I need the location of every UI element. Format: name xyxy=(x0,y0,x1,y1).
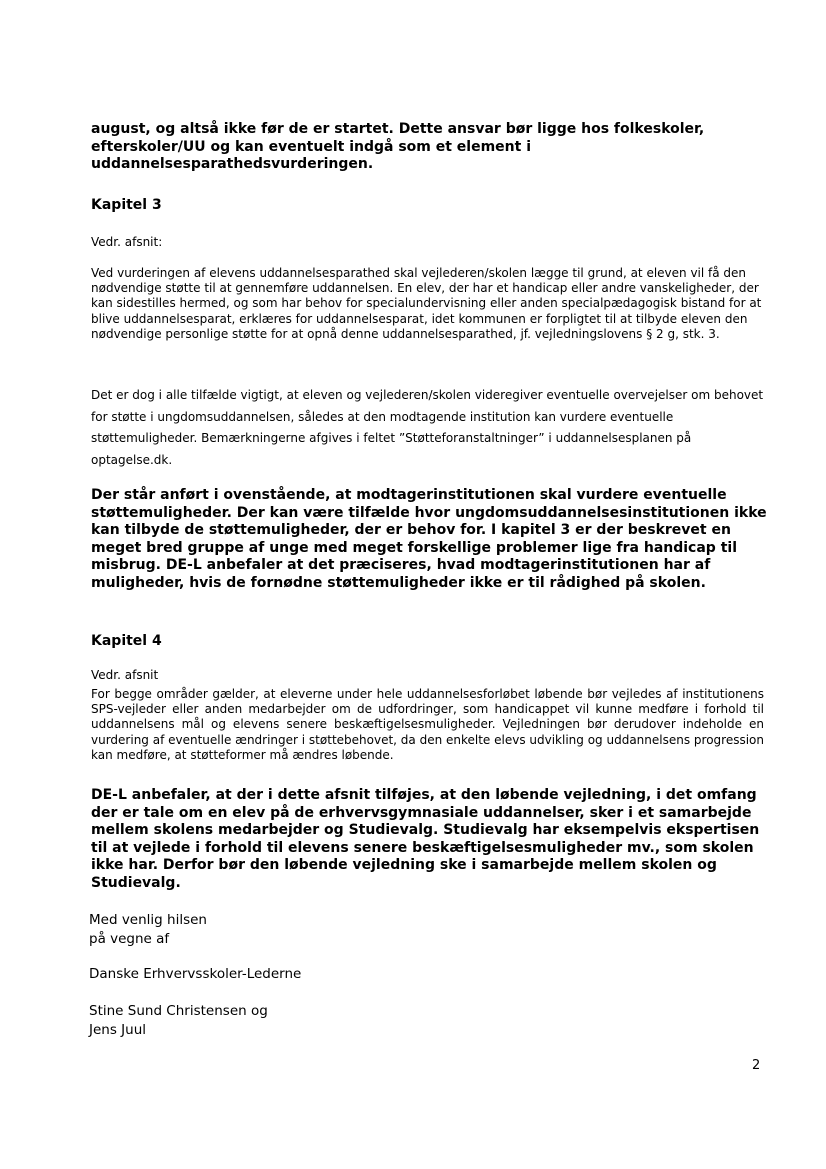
chapter-4-heading: Kapitel 4 xyxy=(91,633,162,649)
chapter-3-quote-2: Det er dog i alle tilfælde vigtigt, at eleven og vejlederen/skolen videregiver eventuelle overvejelser om behovet for støtte i ungdomsuddannelsen, således at den modtagende institution kan vurdere eventuelle støttemuligheder. Bemærkningerne afgives i feltet ”Støtteforanstaltninger” i uddannelsesplanen på optagelse.dk. xyxy=(91,388,764,467)
chapter-3-section-ref: Vedr. afsnit: xyxy=(91,235,163,249)
chapter-4-quote: For begge områder gælder, at eleverne under hele uddannelsesforløbet løbende bør vejledes af institutionens SPS-vejleder eller anden medarbejder om de udfordringer, som handicappet vil kunne medføre i forhold til uddannelsens mål og elevens senere beskæftigelsesmuligheder. Vejledningen bør derudover indeholde en vurdering af eventuelle ændringer i støttebehovet, da den enkelte elevs udvikling og uddannelsens progression kan medføre, at støtteformer må ændres løbende. xyxy=(91,687,764,762)
page-number: 2 xyxy=(752,1058,761,1073)
chapter-4-comment: DE-L anbefaler, at der i dette afsnit tilføjes, at den løbende vejledning, i det omfang der er tale om en elev på de erhvervsgymnasiale uddannelser, sker i et samarbejde mellem skolens medarbejder og Studievalg. Studievalg har eksempelvis ekspertisen til at vejlede i forhold til elevens senere beskæftigelsesmuligheder mv., som skolen ikke har. Derfor bør den løbende vejledning ske i samarbejde mellem skolen og Studievalg. xyxy=(91,787,760,891)
chapter-4-section-ref: Vedr. afsnit xyxy=(91,668,159,682)
closing-on-behalf: på vegne af xyxy=(89,931,170,947)
closing-greeting: Med venlig hilsen xyxy=(89,912,207,928)
closing-signer-2: Jens Juul xyxy=(89,1022,147,1038)
chapter-3-heading: Kapitel 3 xyxy=(91,197,162,213)
intro-paragraph: august, og altså ikke før de er startet. Dette ansvar bør ligge hos folkeskoler, efterskoler/UU og kan eventuelt indgå som et element i uddannelsesparathedsvurderingen. xyxy=(91,121,705,172)
closing-signer-1: Stine Sund Christensen og xyxy=(89,1003,268,1019)
chapter-3-comment: Der står anført i ovenstående, at modtagerinstitutionen skal vurdere eventuelle støttemuligheder. Der kan være tilfælde hvor ungdomsuddannelsesinstitutionen ikke kan tilbyde de støttemuligheder, der er behov for. I kapitel 3 er der beskrevet en meget bred gruppe af unge med meget forskellige problemer lige fra handicap til misbrug. DE-L anbefaler at det præciseres, hvad modtagerinstitutionen har af muligheder, hvis de fornødne støttemuligheder ikke er til rådighed på skolen. xyxy=(91,487,767,591)
closing-organisation: Danske Erhvervsskoler-Lederne xyxy=(89,966,302,982)
chapter-3-quote-1: Ved vurderingen af elevens uddannelsesparathed skal vejlederen/skolen lægge til grund, at eleven vil få den nødvendige støtte til at gennemføre uddannelsen. En elev, der har et handicap eller andre vanskeligheder, der kan sidestilles hermed, og som har behov for specialundervisning eller anden specialpædagogisk bistand for at blive uddannelsesparat, erklæres for uddannelsesparat, idet kommunen er forpligtet til at tilbyde eleven den nødvendige personlige støtte for at opnå denne uddannelsesparathed, jf. vejledningslovens § 2 g, stk. 3. xyxy=(91,266,762,341)
